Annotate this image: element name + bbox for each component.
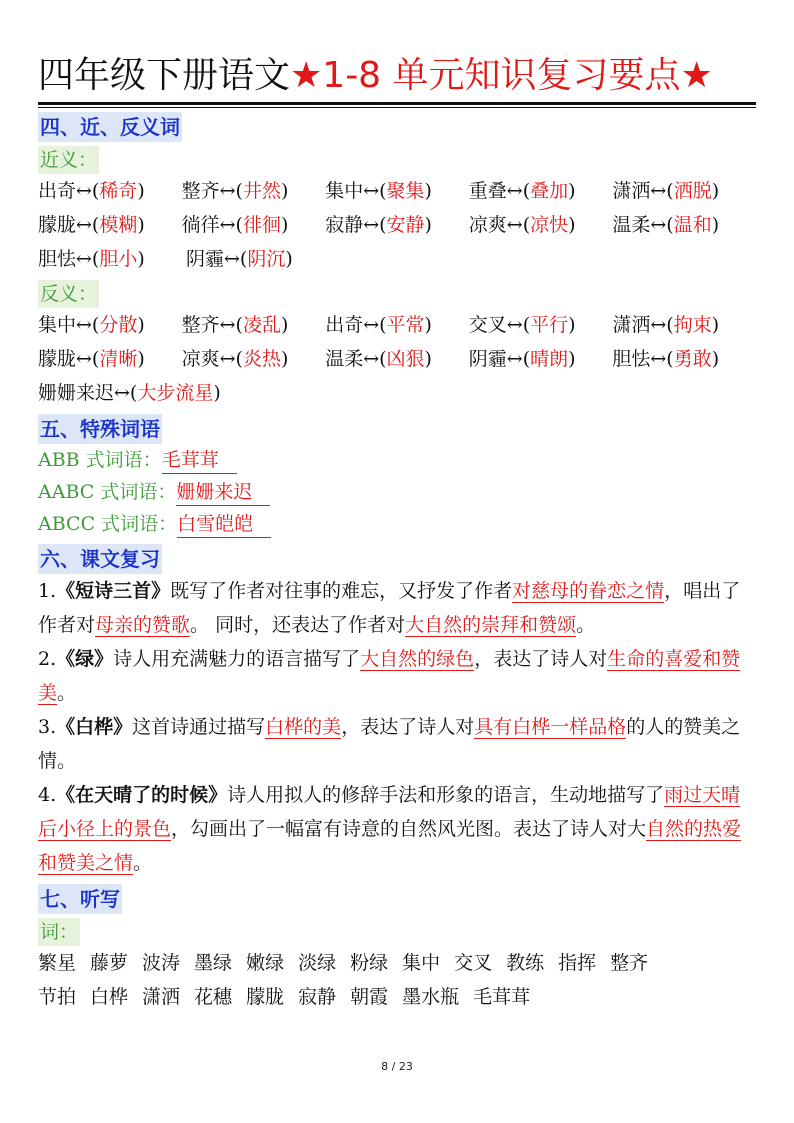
- word-pair-term: 潇洒↔(: [612, 314, 674, 336]
- word-pair-term: 胆怯↔(: [38, 248, 100, 270]
- word-pair-answer: 分散: [99, 314, 138, 336]
- key-point: 大自然的绿色: [360, 648, 475, 670]
- dictation-word: 波涛: [142, 952, 181, 974]
- dictation-word: 交叉: [454, 952, 493, 974]
- word-pair-row: [38, 308, 756, 342]
- synonym-list: [38, 174, 756, 276]
- word-pair: [186, 242, 334, 276]
- paragraph-text: 。: [576, 614, 596, 636]
- special-word-item: [38, 444, 756, 476]
- dictation-word: 节拍: [38, 986, 77, 1008]
- word-pair-term: 整齐↔(: [181, 180, 243, 202]
- special-word-value: 白雪皑皑: [177, 511, 271, 538]
- word-pair-answer: 洒脱: [673, 180, 712, 202]
- word-pair-answer: 井然: [242, 180, 281, 202]
- word-pair-close: ): [280, 314, 289, 336]
- word-pair: [182, 208, 326, 242]
- word-pair-answer: 凶狠: [386, 348, 425, 370]
- word-pair-term: 阴霾↔(: [186, 248, 248, 270]
- lesson-title: 《短诗三首》: [56, 580, 171, 602]
- word-pair-close: ): [711, 180, 720, 202]
- dictation-word-list: [38, 946, 756, 1014]
- lesson-title: 《在天晴了的时候》: [56, 784, 228, 806]
- word-pair-close: ): [568, 348, 576, 370]
- word-pair-close: ): [137, 248, 145, 270]
- word-pair: [38, 174, 182, 208]
- word-pair: [612, 308, 756, 342]
- paragraph-text: 。 同时，还表达了作者对: [190, 614, 406, 636]
- word-pair-term: 出奇↔(: [325, 314, 387, 336]
- word-pair-answer: 凉快: [530, 214, 569, 236]
- word-pair: [469, 308, 613, 342]
- paragraph-text: 2.: [38, 648, 57, 670]
- word-pair-close: ): [711, 348, 720, 370]
- paragraph-text: ，表达了诗人对: [474, 648, 608, 670]
- key-point: 白桦的美: [265, 716, 342, 738]
- word-pair-close: ): [280, 180, 289, 202]
- dictation-words-label: 词：: [38, 918, 80, 946]
- title-rule-thick: [38, 102, 756, 105]
- word-pair-term: 集中↔(: [325, 180, 387, 202]
- word-pair-term: 胆怯↔(: [612, 348, 674, 370]
- word-pair-close: ): [568, 314, 576, 336]
- word-pair-answer: 清晰: [99, 348, 138, 370]
- word-pair-term: 重叠↔(: [468, 180, 531, 202]
- word-pair-answer: 聚集: [386, 180, 425, 202]
- key-point: 母亲的赞歌: [95, 614, 191, 636]
- paragraph-text: ，勾画出了一幅富有诗意的自然风光图。表达了诗人对大: [171, 818, 647, 840]
- word-pair-close: ): [424, 314, 432, 336]
- word-pair: [182, 308, 326, 342]
- word-pair: [325, 208, 469, 242]
- lesson-title: 《白桦》: [56, 716, 133, 738]
- word-pair-close: ): [280, 348, 289, 370]
- special-word-label: ABB 式词语：: [38, 449, 162, 471]
- key-point: 对慈母的眷恋之情: [512, 580, 665, 602]
- special-word-value: 姗姗来迟: [176, 479, 270, 506]
- dictation-word: 白桦: [90, 986, 129, 1008]
- word-pair: [325, 174, 469, 208]
- word-pair-term: 凉爽↔(: [468, 214, 531, 236]
- word-pair-close: ): [568, 180, 576, 202]
- word-pair-term: 寂静↔(: [325, 214, 387, 236]
- word-pair-term: 凉爽↔(: [181, 348, 243, 370]
- lesson-review-paragraph: [38, 710, 756, 778]
- word-pair-answer: 稀奇: [99, 180, 138, 202]
- key-point: 大自然的崇拜和赞颂: [405, 614, 577, 636]
- word-pair-close: ): [568, 214, 576, 236]
- word-pair: [38, 376, 221, 410]
- word-pair-term: 潇洒↔(: [612, 180, 674, 202]
- word-pair-term: 交叉↔(: [468, 314, 531, 336]
- paragraph-text: 诗人用拟人的修辞手法和形象的语言，生动地描写了: [227, 784, 665, 806]
- dictation-word: 朝霞: [350, 986, 389, 1008]
- word-pair-term: 出奇↔(: [38, 180, 100, 202]
- word-pair-term: 温柔↔(: [612, 214, 674, 236]
- word-pair: [325, 308, 469, 342]
- key-point: 自然的热爱和赞美之情: [38, 818, 742, 874]
- special-word-item: [38, 476, 756, 508]
- dictation-word: 教练: [506, 952, 545, 974]
- word-pair-answer: 平常: [386, 314, 425, 336]
- word-pair-answer: 胆小: [99, 248, 138, 270]
- section-heading-4: 四、近、反义词: [38, 112, 182, 142]
- dictation-row: [38, 980, 756, 1014]
- word-pair-answer: 温和: [673, 214, 712, 236]
- word-pair-answer: 模糊: [99, 214, 138, 236]
- paragraph-text: 既写了作者对往事的难忘，又抒发了作者: [170, 580, 513, 602]
- word-pair: [325, 342, 469, 376]
- word-pair-answer: 阴沉: [247, 248, 286, 270]
- word-pair: [469, 342, 613, 376]
- special-word-label: ABCC 式词语：: [38, 513, 178, 535]
- word-pair: [612, 208, 756, 242]
- word-pair-close: ): [711, 314, 720, 336]
- lesson-review-paragraph: [38, 642, 756, 710]
- key-point: 具有白桦一样品格: [474, 716, 627, 738]
- paragraph-text: 这首诗通过描写: [132, 716, 266, 738]
- word-pair-row: [38, 342, 756, 376]
- word-pair-close: ): [711, 214, 720, 236]
- word-pair-term: 朦胧↔(: [38, 214, 100, 236]
- word-pair-close: ): [424, 348, 432, 370]
- word-pair-close: ): [424, 180, 432, 202]
- dictation-word: 嫩绿: [246, 952, 285, 974]
- word-pair-answer: 徘徊: [242, 214, 281, 236]
- key-point: 雨过天晴后小径上的景色: [38, 784, 741, 840]
- section-heading-6: 六、课文复习: [38, 544, 162, 574]
- paragraph-text: ，表达了诗人对: [341, 716, 475, 738]
- dictation-word: 淡绿: [298, 952, 337, 974]
- special-word-item: [38, 508, 756, 540]
- lesson-review-list: [38, 574, 756, 880]
- document-page: [38, 52, 756, 1014]
- word-pair: [38, 308, 182, 342]
- word-pair-close: ): [424, 214, 432, 236]
- dictation-row: [38, 946, 756, 980]
- antonyms-label: 反义：: [38, 280, 99, 308]
- dictation-word: 繁星: [38, 952, 77, 974]
- word-pair-term: 姗姗来迟↔(: [38, 382, 138, 404]
- word-pair: [38, 242, 186, 276]
- dictation-word: 花穗: [194, 986, 233, 1008]
- word-pair-close: ): [213, 382, 221, 404]
- dictation-word: 粉绿: [350, 952, 389, 974]
- title-highlight: ★1-8 单元知识复习要点★: [290, 55, 713, 96]
- special-word-value: 毛茸茸: [162, 447, 237, 474]
- word-pair-answer: 大步流星: [137, 382, 214, 404]
- word-pair-term: 集中↔(: [38, 314, 100, 336]
- paragraph-text: 的人的赞美之情。: [38, 716, 741, 772]
- word-pair-close: ): [280, 214, 289, 236]
- dictation-word: 墨水瓶: [402, 986, 460, 1008]
- paragraph-text: 3.: [38, 716, 57, 738]
- special-word-list: [38, 444, 756, 540]
- word-pair: [182, 342, 326, 376]
- word-pair: [38, 208, 182, 242]
- word-pair: [612, 342, 756, 376]
- word-pair-close: ): [137, 348, 145, 370]
- title-main: 四年级下册语文: [38, 55, 291, 96]
- word-pair-answer: 晴朗: [530, 348, 569, 370]
- paragraph-text: 4.: [38, 784, 57, 806]
- word-pair-close: ): [137, 214, 145, 236]
- word-pair-term: 徜徉↔(: [181, 214, 243, 236]
- paragraph-text: 。: [133, 852, 153, 874]
- key-point: 生命的喜爱和赞美: [38, 648, 741, 704]
- word-pair-close: ): [137, 180, 145, 202]
- word-pair-term: 整齐↔(: [181, 314, 243, 336]
- dictation-word: 藤萝: [90, 952, 129, 974]
- paragraph-text: 。: [57, 682, 77, 704]
- word-pair-answer: 凌乱: [242, 314, 281, 336]
- word-pair-row: [38, 242, 756, 276]
- word-pair-term: 朦胧↔(: [38, 348, 100, 370]
- antonym-list: [38, 308, 756, 410]
- word-pair-answer: 拘束: [673, 314, 712, 336]
- synonyms-label: 近义：: [38, 146, 99, 174]
- word-pair-row: [38, 174, 756, 208]
- page-number: 8 / 23: [381, 1060, 413, 1073]
- word-pair-answer: 安静: [386, 214, 425, 236]
- word-pair-row: [38, 208, 756, 242]
- word-pair-close: ): [137, 314, 145, 336]
- dictation-word: 毛茸茸: [473, 986, 531, 1008]
- dictation-word: 寂静: [298, 986, 337, 1008]
- paragraph-text: ，唱出了作者对: [38, 580, 741, 636]
- section-heading-7: 七、听写: [38, 884, 122, 914]
- word-pair: [182, 174, 326, 208]
- dictation-word: 指挥: [558, 952, 597, 974]
- word-pair: [469, 208, 613, 242]
- dictation-word: 潇洒: [142, 986, 181, 1008]
- word-pair-term: 温柔↔(: [325, 348, 387, 370]
- word-pair-term: 阴霾↔(: [468, 348, 531, 370]
- dictation-word: 墨绿: [194, 952, 233, 974]
- word-pair-answer: 平行: [530, 314, 569, 336]
- paragraph-text: 1.: [38, 580, 57, 602]
- dictation-word: 整齐: [610, 952, 649, 974]
- lesson-title: 《绿》: [56, 648, 114, 670]
- lesson-review-paragraph: [38, 778, 756, 880]
- word-pair-close: ): [285, 248, 293, 270]
- word-pair-answer: 勇敢: [673, 348, 712, 370]
- dictation-word: 集中: [402, 952, 441, 974]
- paragraph-text: 诗人用充满魅力的语言描写了: [113, 648, 361, 670]
- word-pair: [612, 174, 756, 208]
- page-title: [38, 52, 756, 100]
- word-pair-answer: 叠加: [530, 180, 569, 202]
- special-word-label: AABC 式词语：: [38, 481, 177, 503]
- dictation-word: 朦胧: [246, 986, 285, 1008]
- word-pair-answer: 炎热: [242, 348, 281, 370]
- word-pair-row: [38, 376, 756, 410]
- section-heading-5: 五、特殊词语: [38, 414, 162, 444]
- lesson-review-paragraph: [38, 574, 756, 642]
- word-pair: [469, 174, 613, 208]
- word-pair: [38, 342, 182, 376]
